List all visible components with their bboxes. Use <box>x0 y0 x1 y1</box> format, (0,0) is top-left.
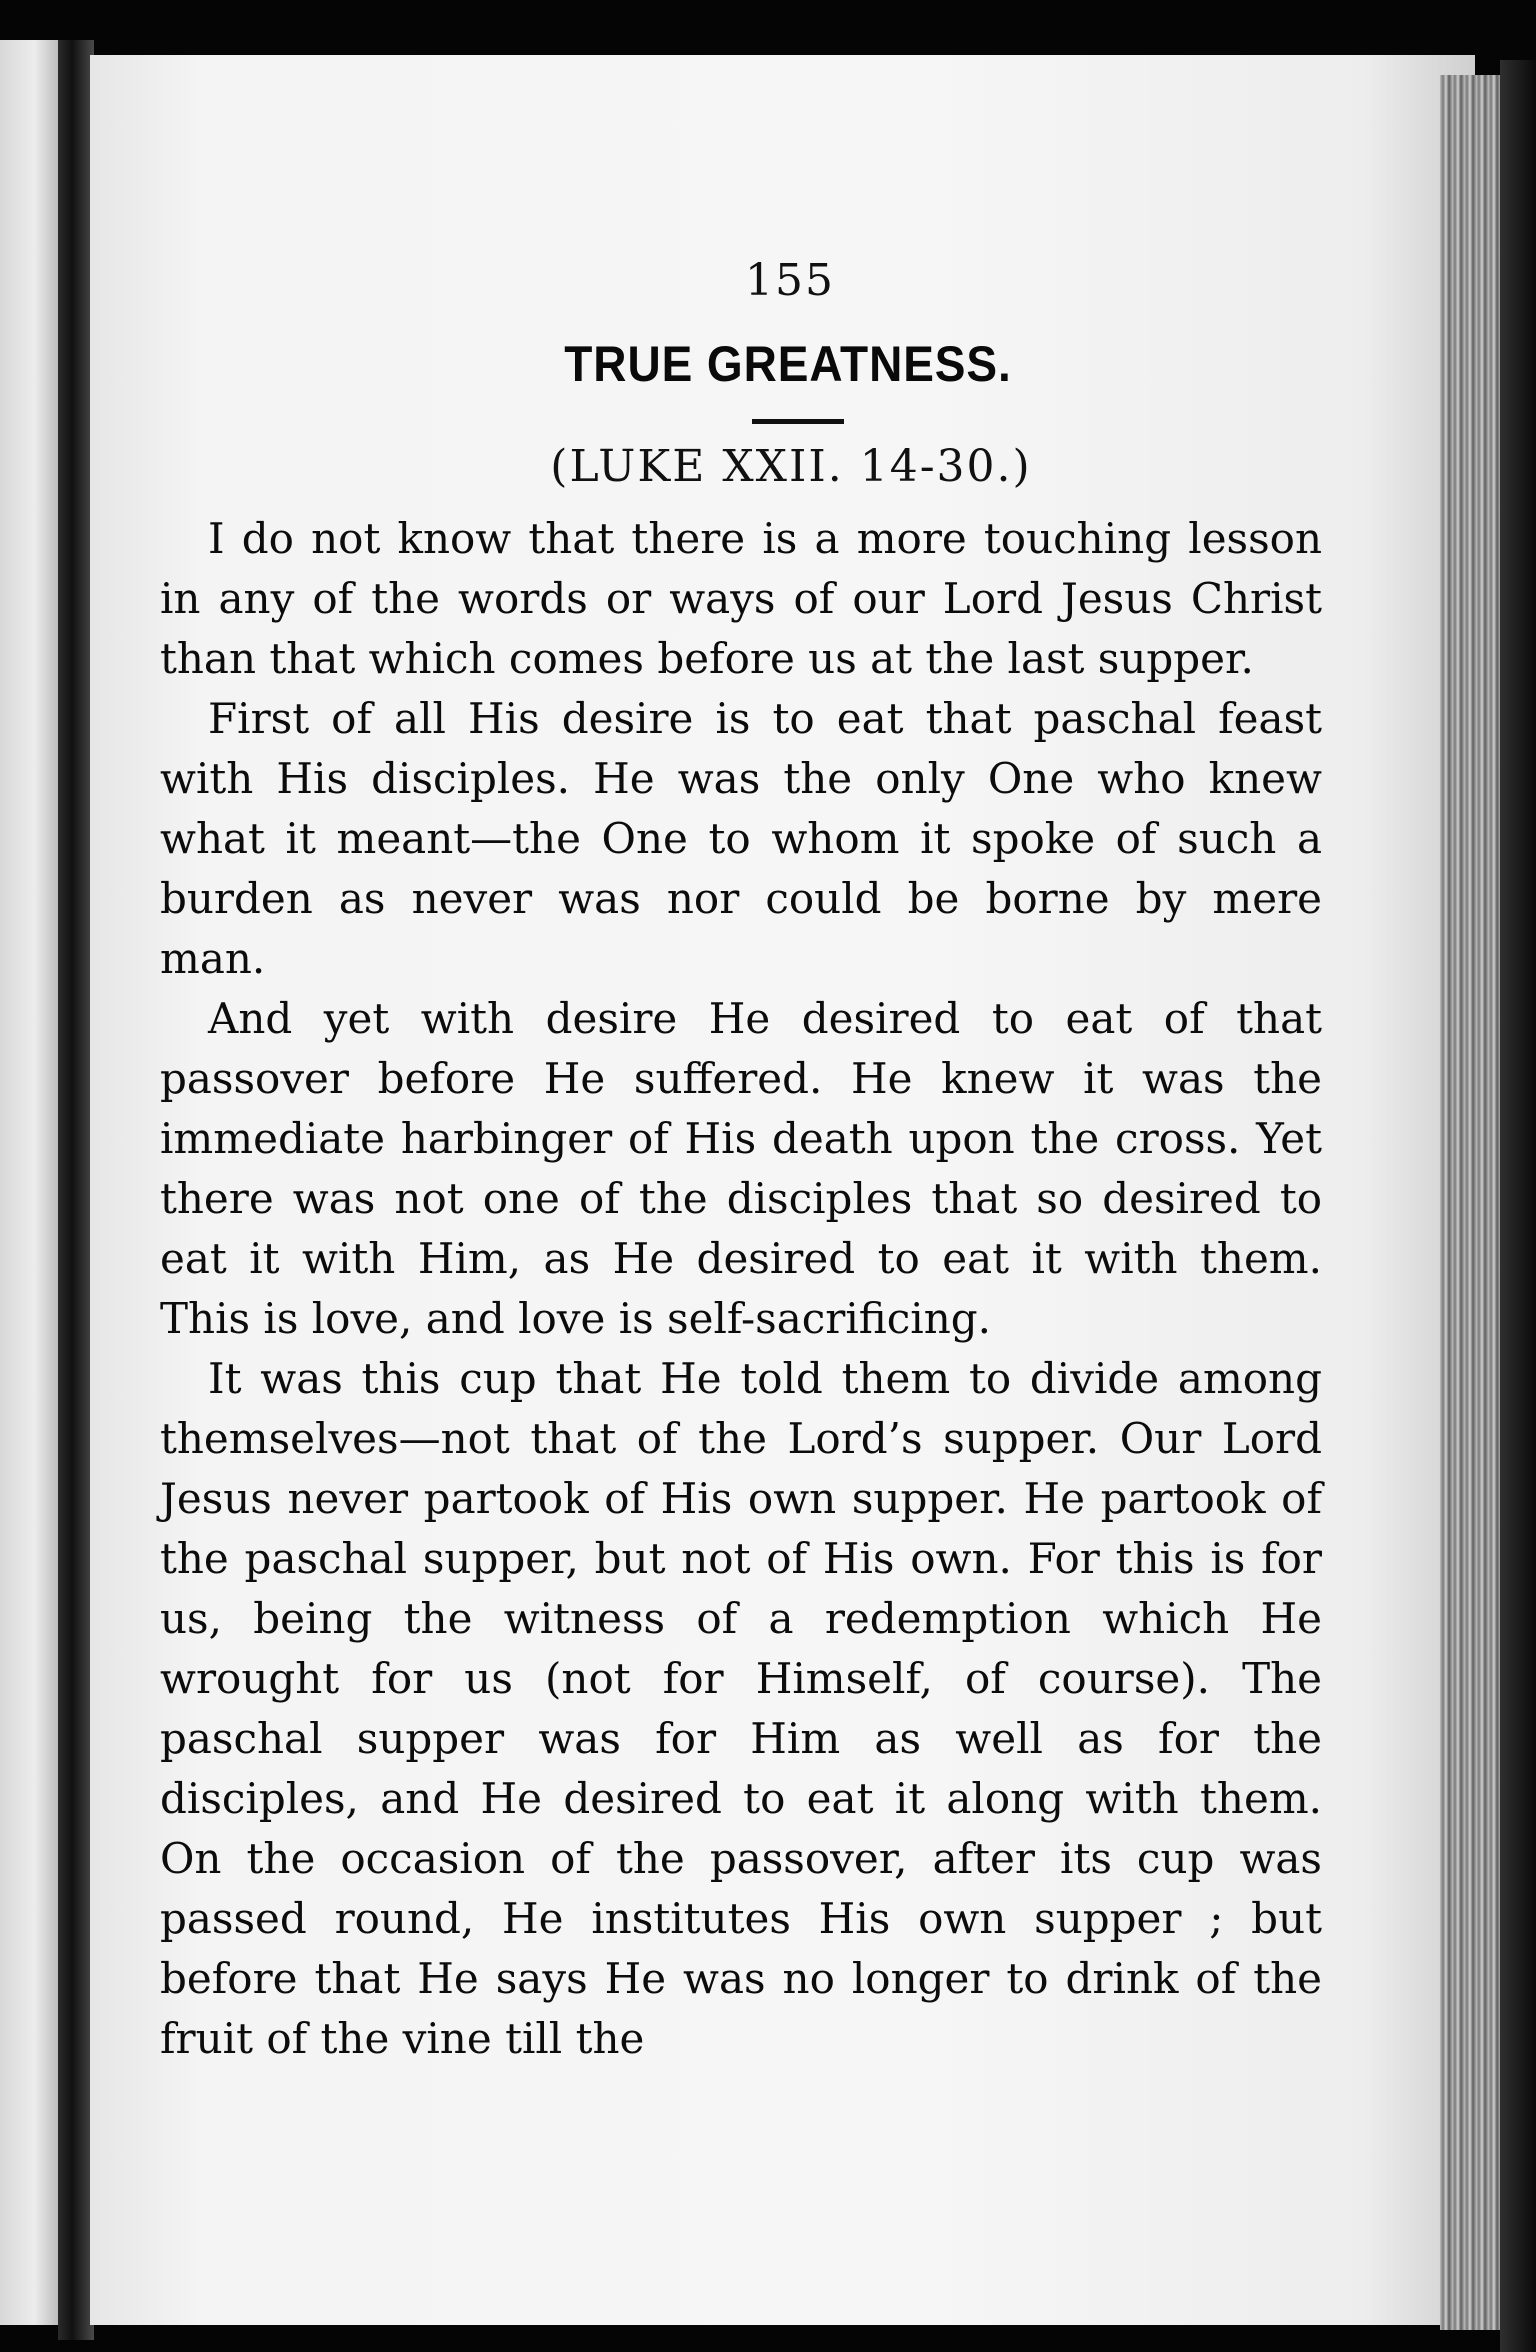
book-gutter <box>58 40 94 2340</box>
body-text <box>160 509 1322 2069</box>
scripture-reference: (LUKE XXII. 14-30.) <box>550 441 1032 492</box>
book-page <box>90 55 1475 2325</box>
title-divider <box>752 419 844 424</box>
paragraph: First of all His desire is to eat that paschal feast with His disciples. He was the only One who knew what it meant—the One to whom it spoke of such a burden as never was nor could be borne by mere man. <box>160 694 1322 983</box>
page-number: 155 <box>745 255 835 306</box>
chapter-title: TRUE GREATNESS. <box>564 336 1012 392</box>
facing-page-edge <box>0 40 58 2325</box>
page-edge-shadow <box>1500 60 1536 2352</box>
paragraph: It was this cup that He told them to divide among themselves—not that of the Lord’s supper. Our Lord Jesus never partook of His own supper. He partook of the paschal supper, but not of His own. For this is for us, being the witness of a redemption which He wrought for us (not for Himself, of course). The paschal supper was for Him as well as for the disciples, and He desired to eat it along with them. On the occasion of the passover, after its cup was passed round, He institutes His own supper ; but before that He says He was no longer to drink of the fruit of the vine till the <box>160 1354 1322 2063</box>
paragraph: I do not know that there is a more touching lesson in any of the words or ways of our Lord Jesus Christ than that which comes before us at the last supper. <box>160 514 1322 683</box>
paragraph: And yet with desire He desired to eat of that passover before He suffered. He knew it was the immediate harbinger of His death upon the cross. Yet there was not one of the disciples that so desired to eat it with Him, as He desired to eat it with them. This is love, and love is self-sacrificing. <box>160 994 1322 1343</box>
